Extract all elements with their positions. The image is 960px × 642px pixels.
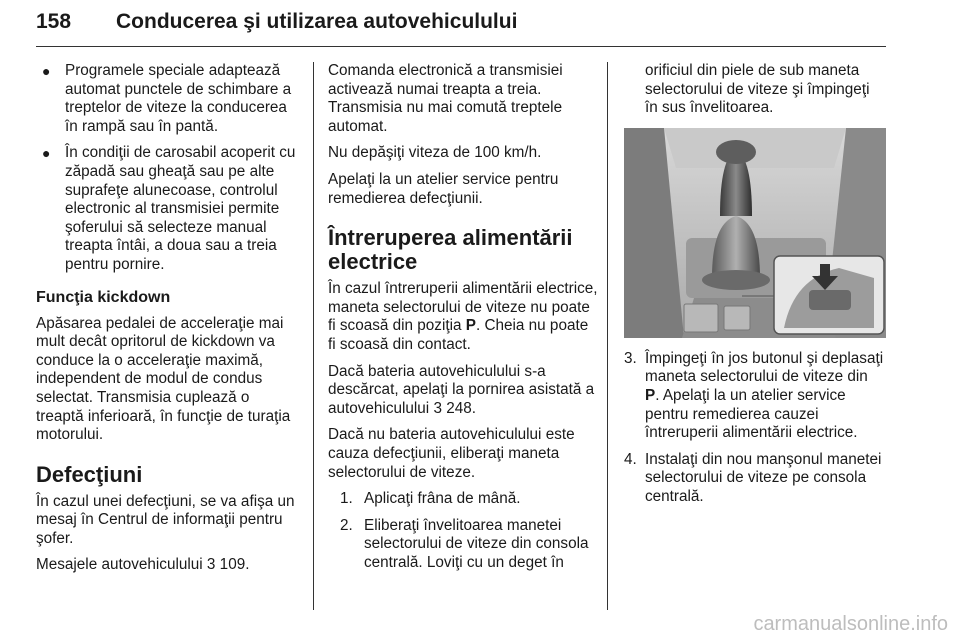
faults-text: În cazul unei defecţiuni, se va afişa un mesaj în Centrul de informaţii pentru şofer. <box>36 492 295 547</box>
column-1 <box>36 62 299 583</box>
column-2 <box>328 62 598 580</box>
triangle-ref-icon: 3 <box>206 556 216 574</box>
jump-start-ref: Dacă bateria autovehiculului s-a descărcat, apelaţi la pornirea asistată a autovehiculului 3 248. <box>328 362 595 417</box>
bullet-icon: ● <box>42 145 51 162</box>
paragraph: Apelaţi la un atelier service pentru remedierea defecţiunii. <box>328 170 559 207</box>
bullet-item <box>36 62 299 136</box>
paragraph: În cazul întreruperii alimentării electrice, maneta selectorului de viteze nu poate fi scoasă din poziţia P. Cheia nu poate fi scoasă din contact. <box>328 280 598 353</box>
bullet-item <box>36 144 299 274</box>
step-item: 4. Instalaţi din nou manşonul manetei selectorului de viteze pe consola centrală. <box>624 450 882 505</box>
bullet-text: În condiţii de carosabil acoperit cu zăpadă sau gheaţă sau pe alte suprafeţe alunecoase, controlul electronic al transmisiei permite şoferului să selecteze manual treapta întâi, a doua sau a treia pentru pornire. <box>65 144 296 273</box>
bullet-text: Programele speciale adaptează automat punctele de schimbare a treptelor de viteze la conducerea în rampă sau în pantă. <box>65 62 292 135</box>
column-divider-1 <box>313 62 314 610</box>
faults-heading: Defecţiuni <box>36 461 143 487</box>
paragraph: Nu depăşiţi viteza de 100 km/h. <box>328 144 542 162</box>
bullet-icon: ● <box>42 63 51 79</box>
kickdown-heading: Funcţia kickdown <box>36 288 171 306</box>
header-divider <box>36 46 886 47</box>
step-item: 2. Eliberaţi învelitoarea manetei selectorului de viteze din consola centrală. Loviţi cu un deget în <box>340 516 589 571</box>
page-title: Conducerea şi utilizarea autovehiculului <box>116 10 518 33</box>
watermark: carmanualsonline.info <box>753 613 948 635</box>
step-continuation: orificiul din piele de sub maneta selectorului de viteze şi împingeţi în sus învelitoarea. <box>645 62 870 117</box>
step-item: 1. Aplicaţi frâna de mână. <box>340 490 521 508</box>
triangle-ref-icon: 3 <box>433 399 442 417</box>
kickdown-text: Apăsarea pedalei de acceleraţie mai mult decât opritorul de kickdown va conduce la o acceleraţie maximă, independent de modul de condus selectat. Transmisia cuplează o treaptă inferioară, în funcţie de turaţia motorului. <box>36 314 291 444</box>
column-3 <box>624 62 886 515</box>
column-divider-2 <box>607 62 608 610</box>
page-reference-link[interactable]: 109. <box>215 556 250 574</box>
power-interrupt-heading: Întreruperea alimentării electrice <box>328 225 573 275</box>
page-reference-link[interactable]: 248. <box>441 399 476 417</box>
page-number: 158 <box>36 10 72 33</box>
page-header <box>36 2 886 46</box>
step-item: 3. Împingeţi în jos butonul şi deplasaţi maneta selectorului de viteze din P. Apelaţi la un atelier service pentru remedierea cauzei întreruperii alimentării electrice. <box>624 349 884 442</box>
paragraph: Comanda electronică a transmisiei activează numai treapta a treia. Transmisia nu mai comută treptele automat. <box>328 62 563 135</box>
vehicle-messages-ref: Mesajele autovehiculului 3 109. <box>36 556 250 574</box>
gear-selector-illustration <box>624 128 886 338</box>
paragraph: Dacă nu bateria autovehiculului este cauza defecţiunii, eliberaţi maneta selectorului de viteze. <box>328 426 575 481</box>
